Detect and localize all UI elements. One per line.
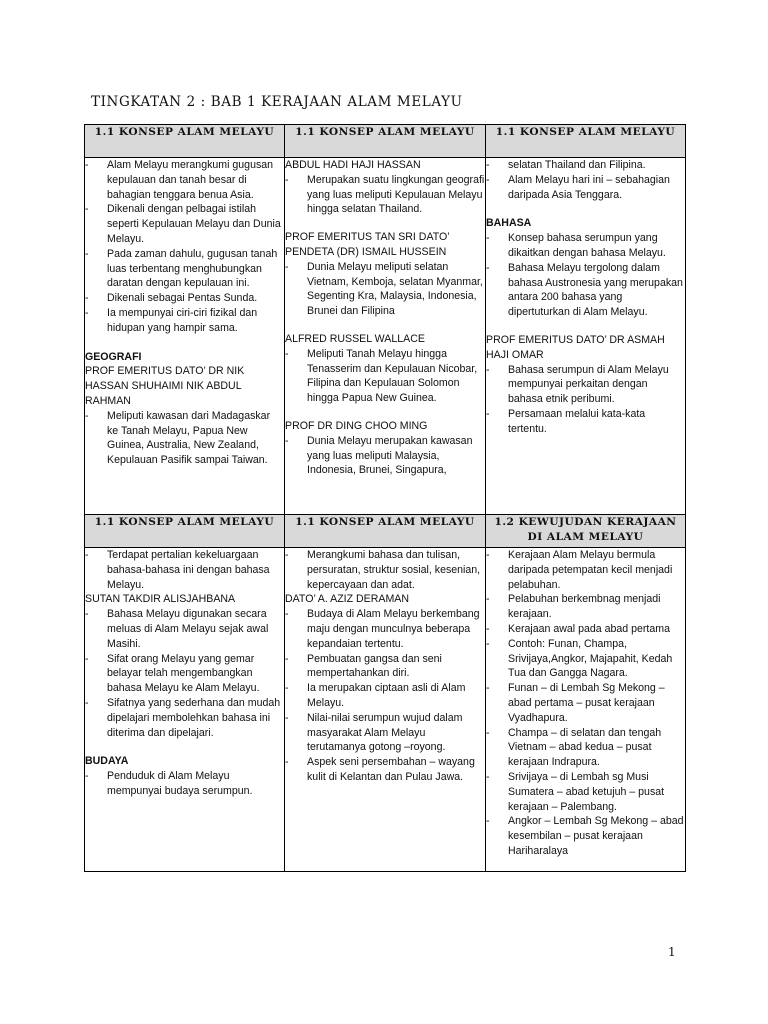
author-name: SUTAN TAKDIR ALISJAHBANA [85, 593, 236, 606]
bullet-list [85, 769, 284, 799]
list-item: - Merupakan suatu lingkungan geografi yang luas meliputi Kepulauan Melayu hingga selatan Thailand. [285, 173, 485, 217]
list-item: - Dunia Melayu meliputi selatan Vietnam, Kemboja, selatan Myanmar, Segenting Kra, Malaysia, Indonesia, Brunei dan Filipina [285, 260, 485, 319]
list-item: - Alam Melayu hari ini – sebahagian daripada Asia Tenggara. [486, 173, 685, 203]
list-item: - Sifat orang Melayu yang gemar belayar telah mengembangkan bahasa Melayu ke Alam Melayu. [85, 652, 284, 696]
list-item: - Nilai-nilai serumpun wujud dalam masyarakat Alam Melayu terutamanya gotong –royong. [285, 711, 485, 755]
table-cell-r2c1 [85, 548, 285, 872]
list-item: - Persamaan melalui kata-kata tertentu. [486, 407, 685, 437]
list-item: - Bahasa Melayu digunakan secara meluas di Alam Melayu sejak awal Masihi. [85, 607, 284, 651]
list-item: - Bahasa serumpun di Alam Melayu mempunyai perkaitan dengan bahasa etnik peribumi. [486, 363, 685, 407]
list-item: - selatan Thailand dan Filipina. [486, 158, 685, 173]
column-header: 1.1 KONSEP ALAM MELAYU [285, 515, 486, 548]
column-header: 1.1 KONSEP ALAM MELAYU [85, 125, 285, 158]
bullet-list [285, 260, 485, 319]
bullet-list [85, 607, 284, 740]
table-cell-r1c1 [85, 158, 285, 515]
table-header-row [85, 515, 686, 548]
author-name: PROF EMERITUS TAN SRI DATO’ PENDETA (DR) ISMAIL HUSSEIN [285, 231, 450, 258]
list-item: - Pelabuhan berkembnag menjadi kerajaan. [486, 592, 685, 622]
list-item: - Champa – di selatan dan tengah Vietnam – abad kedua – pusat kerajaan Indrapura. [486, 726, 685, 770]
table-header-row [85, 125, 686, 158]
section-heading: BUDAYA [85, 755, 129, 768]
bullet-list [486, 548, 685, 859]
page-title: TINGKATAN 2 : BAB 1 KERAJAAN ALAM MELAYU [91, 94, 463, 110]
list-item: - Terdapat pertalian kekeluargaan bahasa-bahasa ini dengan bahasa Melayu. [85, 548, 284, 592]
table-cell-r1c2 [285, 158, 486, 515]
column-header: 1.1 KONSEP ALAM MELAYU [285, 125, 486, 158]
list-item: - Funan – di Lembah Sg Mekong – abad pertama – pusat kerajaan Vyadhapura. [486, 681, 685, 725]
list-item: - Pada zaman dahulu, gugusan tanah luas terbentang menghubungkan daratan dengan kepulauan ini. [85, 247, 284, 291]
list-item: - Kerajaan Alam Melayu bermula daripada petempatan kecil menjadi pelabuhan. [486, 548, 685, 592]
list-item: - Konsep bahasa serumpun yang dikaitkan dengan bahasa Melayu. [486, 231, 685, 261]
author-name: PROF EMERITUS DATO’ DR ASMAH HAJI OMAR [486, 333, 665, 361]
list-item: - Meliputi kawasan dari Madagaskar ke Tanah Melayu, Papua New Guinea, Australia, New Zealand, Kepulauan Pasifik sampai Taiwan. [85, 409, 284, 468]
list-item: - Dikenali sebagai Pentas Sunda. [85, 291, 284, 306]
table-row [85, 548, 686, 872]
list-item: - Budaya di Alam Melayu berkembang maju dengan munculnya beberapa kepandaian tertentu. [285, 607, 485, 651]
section-heading: GEOGRAFI [85, 350, 142, 363]
column-header: 1.2 KEWUJUDAN KERAJAAN DI ALAM MELAYU [486, 515, 686, 548]
bullet-list [486, 231, 685, 320]
column-header: 1.1 KONSEP ALAM MELAYU [486, 125, 686, 158]
list-item: - Bahasa Melayu tergolong dalam bahasa Austronesia yang merupakan antara 200 bahasa yang dipertuturkan di Alam Melayu. [486, 261, 685, 320]
column-header: 1.1 KONSEP ALAM MELAYU [85, 515, 285, 548]
list-item: - Dikenali dengan pelbagai istilah seperti Kepulauan Melayu dan Dunia Melayu. [85, 202, 284, 246]
author-name: DATO’ A. AZIZ DERAMAN [285, 593, 410, 606]
bullet-list [285, 347, 485, 406]
author-name: ALFRED RUSSEL WALLACE [285, 332, 425, 345]
list-item: - Pembuatan gangsa dan seni mempertahankan diri. [285, 652, 485, 682]
table-row [85, 158, 686, 515]
table-cell-r1c3 [486, 158, 686, 515]
list-item: - Kerajaan awal pada abad pertama [486, 622, 685, 637]
author-name: PROF DR DING CHOO MING [285, 419, 428, 432]
bullet-list [85, 158, 284, 336]
list-item: - Alam Melayu merangkumi gugusan kepulauan dan tanah besar di bahagian tenggara benua Asia. [85, 158, 284, 202]
bullet-list [285, 434, 485, 478]
bullet-list [486, 363, 685, 437]
bullet-list [285, 607, 485, 785]
list-item: - Penduduk di Alam Melayu mempunyai budaya serumpun. [85, 769, 284, 799]
list-item: - Ia mempunyai ciri-ciri fizikal dan hidupan yang hampir sama. [85, 306, 284, 336]
table-cell-r2c2 [285, 548, 486, 872]
page-number: 1 [668, 945, 676, 959]
notes-table [84, 124, 686, 872]
list-item: - Srivijaya – di Lembah sg Musi Sumatera – abad ketujuh – pusat kerajaan – Palembang. [486, 770, 685, 814]
bullet-list [486, 158, 685, 202]
list-item: - Angkor – Lembah Sg Mekong – abad kesembilan – pusat kerajaan Hariharalaya [486, 814, 685, 858]
section-heading: BAHASA [486, 217, 532, 230]
list-item: - Ia merupakan ciptaan asli di Alam Melayu. [285, 681, 485, 711]
list-item: - Meliputi Tanah Melayu hingga Tenasserim dan Kepulauan Nicobar, Filipina dan Kepulauan Solomon hingga Papua New Guinea. [285, 347, 485, 406]
list-item: - Aspek seni persembahan – wayang kulit di Kelantan dan Pulau Jawa. [285, 755, 485, 785]
author-name: ABDUL HADI HAJI HASSAN [285, 159, 421, 171]
table-cell-r2c3 [486, 548, 686, 872]
bullet-list [85, 409, 284, 468]
bullet-list [85, 548, 284, 592]
list-item: - Dunia Melayu merupakan kawasan yang luas meliputi Malaysia, Indonesia, Brunei, Singapura, [285, 434, 485, 478]
list-item: - Merangkumi bahasa dan tulisan, persuratan, struktur sosial, kesenian, kepercayaan dan adat. [285, 548, 485, 592]
author-name: PROF EMERITUS DATO’ DR NIK HASSAN SHUHAIMI NIK ABDUL RAHMAN [85, 365, 245, 407]
list-item: - Sifatnya yang sederhana dan mudah dipelajari membolehkan bahasa ini diterima dan dipelajari. [85, 696, 284, 740]
bullet-list [285, 548, 485, 592]
list-item: - Contoh: Funan, Champa, Srivijaya,Angkor, Majapahit, Kedah Tua dan Gangga Nagara. [486, 637, 685, 681]
bullet-list [285, 173, 485, 217]
